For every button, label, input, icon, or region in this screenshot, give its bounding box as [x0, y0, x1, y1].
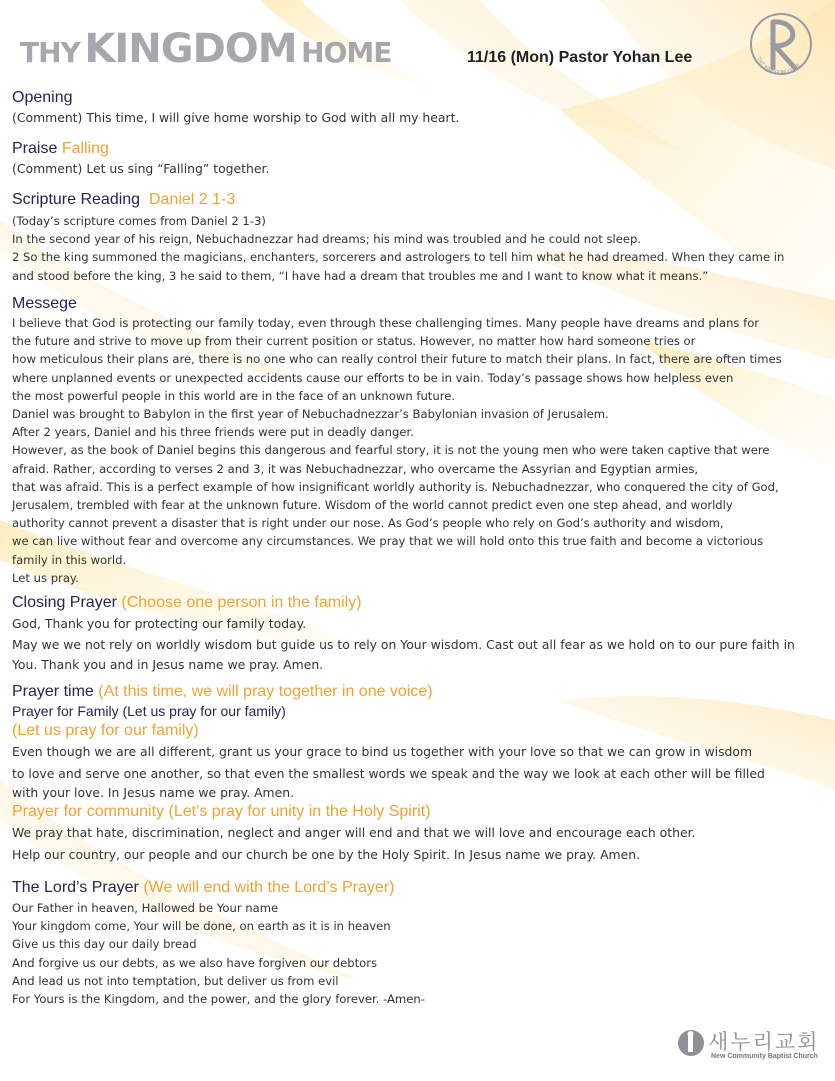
- message-section: [12, 294, 830, 587]
- message-line: I believe that God is protecting our family today, even through these challenging times. Many people have dreams and plans for: [12, 316, 760, 330]
- message-text: [12, 314, 830, 587]
- church-english-name: New Community Baptist Church: [711, 1053, 818, 1060]
- lords-prayer-line: Your kingdom come, Your will be done, on earth as it is in heaven: [12, 919, 391, 934]
- message-line: Daniel was brought to Babylon in the first year of Nebuchadnezzar’s Babylonian invasion of Jerusalem.: [12, 407, 609, 422]
- church-korean-name: 새누리교회: [708, 1030, 820, 1054]
- praise-heading: Praise: [12, 140, 58, 157]
- lords-prayer-line: And lead us not into temptation, but deliver us from evil: [12, 973, 339, 988]
- community-prayer-heading: Prayer for community (Let’s pray for unity in the Holy Spirit): [12, 803, 431, 820]
- lords-prayer-line: Give us this day our daily bread: [12, 937, 197, 952]
- prayer-time-heading: Prayer time: [12, 683, 94, 700]
- message-line: After 2 years, Daniel and his three friends were put in deadly danger.: [12, 425, 414, 440]
- closing-prayer-note: (Choose one person in the family): [121, 594, 362, 611]
- praise-section: [12, 139, 830, 179]
- closing-prayer-line: May we we not rely on worldly wisdom but guide us to rely on Your wisdom. Cast out all fear as we hold on to our pure faith in: [12, 636, 795, 652]
- title-thy: THY: [20, 36, 80, 69]
- closing-prayer-section: [12, 593, 830, 676]
- message-line: afraid. Rather, according to verses 2 and 3, it was Nebuchadnezzar, who overcame the Assyrian and Egyptian armies,: [12, 461, 699, 476]
- scripture-line: (Today’s scripture comes from Daniel 2 1-3): [12, 214, 266, 228]
- title-home: HOME: [301, 36, 392, 69]
- lords-prayer-line: And forgive us our debts, as we also have forgiven our debtors: [12, 955, 378, 970]
- scripture-line: In the second year of his reign, Nebuchadnezzar had dreams; his mind was troubled and he could not sleep.: [12, 232, 642, 247]
- lords-prayer-line: For Yours is the Kingdom, and the power, and the glory forever. -Amen-: [12, 992, 425, 1007]
- lords-prayer-heading: The Lord’s Prayer: [12, 879, 139, 896]
- message-heading: Messege: [12, 295, 77, 312]
- family-prayer-line: Even though we are all different, grant us your grace to bind us together with your love so that we can grow in wisdom: [12, 744, 753, 759]
- page-title: [20, 26, 391, 72]
- opening-heading: Opening: [12, 89, 73, 106]
- family-prayer-heading: Prayer for Family (Let us pray for our family): [12, 703, 286, 719]
- message-line: Let us pray.: [12, 570, 79, 585]
- message-line: the most powerful people in this world are in the face of an unknown future.: [12, 388, 456, 403]
- community-prayer-line: Help our country, our people and our church be one by the Holy Spirit. In Jesus name we pray. Amen.: [12, 846, 641, 862]
- closing-prayer-line: You. Thank you and in Jesus name we pray. Amen.: [12, 657, 324, 672]
- logo-text: THY KINGDOM COME: [755, 56, 803, 77]
- title-kingdom: KINGDOM: [84, 26, 297, 72]
- family-prayer-line: with your love. In Jesus name we pray. Amen.: [12, 785, 295, 800]
- message-line: Jerusalem, trembled with fear at the unknown future. Wisdom of the world cannot predict even one step ahead, and worldly: [12, 498, 733, 513]
- svg-text:THY KINGDOM COME: [755, 55, 802, 76]
- community-prayer-line: We pray that hate, discrimination, neglect and anger will end and that we will love and encourage each other.: [12, 825, 696, 840]
- praise-comment: (Comment) Let us sing “Falling” together.: [12, 161, 270, 176]
- opening-section: [12, 88, 830, 128]
- prayer-time-section: [12, 682, 830, 865]
- lords-prayer-note: (We will end with the Lord’s Prayer): [143, 879, 395, 896]
- scripture-line: and stood before the king, 3 he said to them, “I have had a dream that troubles me and I want to know what it means.”: [12, 268, 709, 283]
- message-line: where unplanned events or unexpected accidents cause our efforts to be in vain. Today’s passage shows how helpless even: [12, 370, 734, 385]
- closing-prayer-heading: Closing Prayer: [12, 594, 117, 611]
- lords-prayer-line: Our Father in heaven, Hallowed be Your name: [12, 901, 279, 915]
- message-line: However, as the book of Daniel begins this dangerous and fearful story, it is not the young men who were taken captive that were: [12, 443, 770, 458]
- scripture-text: [12, 212, 830, 285]
- message-line: family in this world.: [12, 552, 127, 567]
- closing-prayer-line: God, Thank you for protecting our family today.: [12, 616, 307, 631]
- family-prayer-line: to love and serve one another, so that even the smallest words we speak and the way we look at each other will be filled: [12, 765, 765, 781]
- scripture-section: [12, 190, 830, 285]
- family-prayer-note: (Let us pray for our family): [12, 722, 199, 739]
- scripture-heading: Scripture Reading: [12, 191, 141, 208]
- message-line: we can live without fear and overcome any circumstances. We pray that we will hold onto this true faith and become a victorious: [12, 534, 764, 549]
- message-line: that was afraid. This is a perfect example of how insignificant worldly authority is. Nebuchadnezzar, who conquered the city of God,: [12, 479, 779, 494]
- lords-prayer-text: [12, 899, 830, 1008]
- praise-song: Falling: [61, 140, 109, 157]
- message-line: how meticulous their plans are, there is no one who can really control their future to match their plans. In fact, there are often times: [12, 352, 782, 367]
- church-logo-icon: [676, 1026, 706, 1060]
- community-prayer-text: [12, 822, 830, 865]
- scripture-reference: Daniel 2 1-3: [148, 191, 236, 208]
- message-line: the future and strive to move up from their current position or status. However, no matter how hard someone tries or: [12, 334, 696, 349]
- date-pastor: 11/16 (Mon) Pastor Yohan Lee: [467, 49, 693, 66]
- lords-prayer-section: [12, 878, 830, 1008]
- closing-prayer-text: [12, 614, 830, 676]
- family-prayer-text: [12, 741, 830, 801]
- thy-kingdom-come-logo-icon: [745, 8, 817, 86]
- message-line: authority cannot prevent a disaster that is right under our nose. As God’s people who rely on God’s authority and wisdom,: [12, 516, 724, 531]
- scripture-line: 2 So the king summoned the magicians, enchanters, sorcerers and astrologers to tell him what he had dreamed. When they came in: [12, 250, 785, 265]
- opening-comment: (Comment) This time, I will give home worship to God with all my heart.: [12, 110, 460, 125]
- prayer-time-note: (At this time, we will pray together in one voice): [98, 683, 433, 700]
